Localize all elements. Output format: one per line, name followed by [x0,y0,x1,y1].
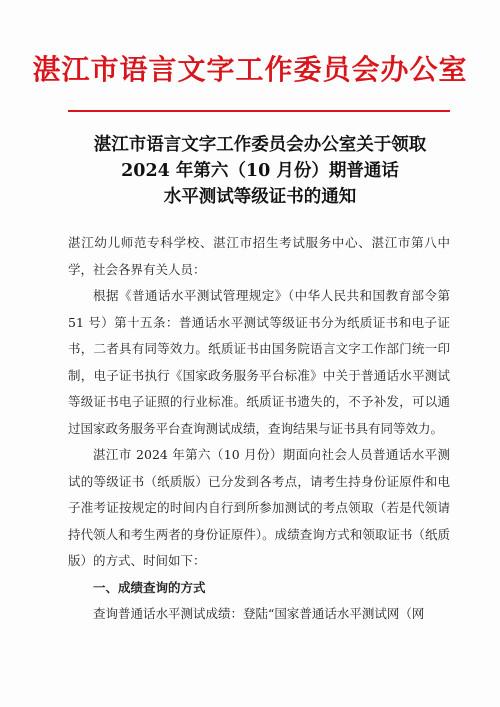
paragraph-distribution: 湛江市 2024 年第六（10 月份）期面向社会人员普通话水平测试的等级证书（纸质版）已分发到各考点，请考生持身份证原件和电子准考证按规定的时间内自行到所参加测试的考点领取（若是代领请持代领人和考生两者的身份证原件）。成绩查询方式和领取证书（纸质版）的方式、时间如下： [68,447,450,568]
letterhead-red-rule [68,110,450,112]
salutation: 湛江幼儿师范专科学校、湛江市招生考试服务中心、湛江市第八中学，社会各界有关人员： [68,235,450,277]
letterhead-org-name: 湛江市语言文字工作委员会办公室 [32,53,468,86]
document-body [68,230,450,628]
paragraph-score-query: 查询普通话水平测试成绩：登陆“国家普通话水平测试网（网 [93,606,425,621]
document-title [60,132,460,210]
title-line-1: 湛江市语言文字工作委员会办公室关于领取 [93,135,427,155]
title-line-3: 水平测试等级证书的通知 [163,187,357,207]
section-heading-score-query: 一、成绩查询的方式 [93,579,206,595]
paragraph-regulation: 根据《普通话水平测试管理规定》（中华人民共和国教育部令第 51 号）第十五条：普通话水平测试等级证书分为纸质证书和电子证书，二者具有同等效力。纸质证书由国务院语言文字工作部门统一印制，电子证书执行《国家政务服务平台标准》中关于普通话水平测试等级证书电子证照的行业标准。纸质证书遗失的，不予补发，可以通过国家政务服务平台查询测试成绩，查询结果与证书具有同等效力。 [68,288,450,436]
title-line-2: 2024 年第六（10 月份）期普通话 [121,161,399,181]
